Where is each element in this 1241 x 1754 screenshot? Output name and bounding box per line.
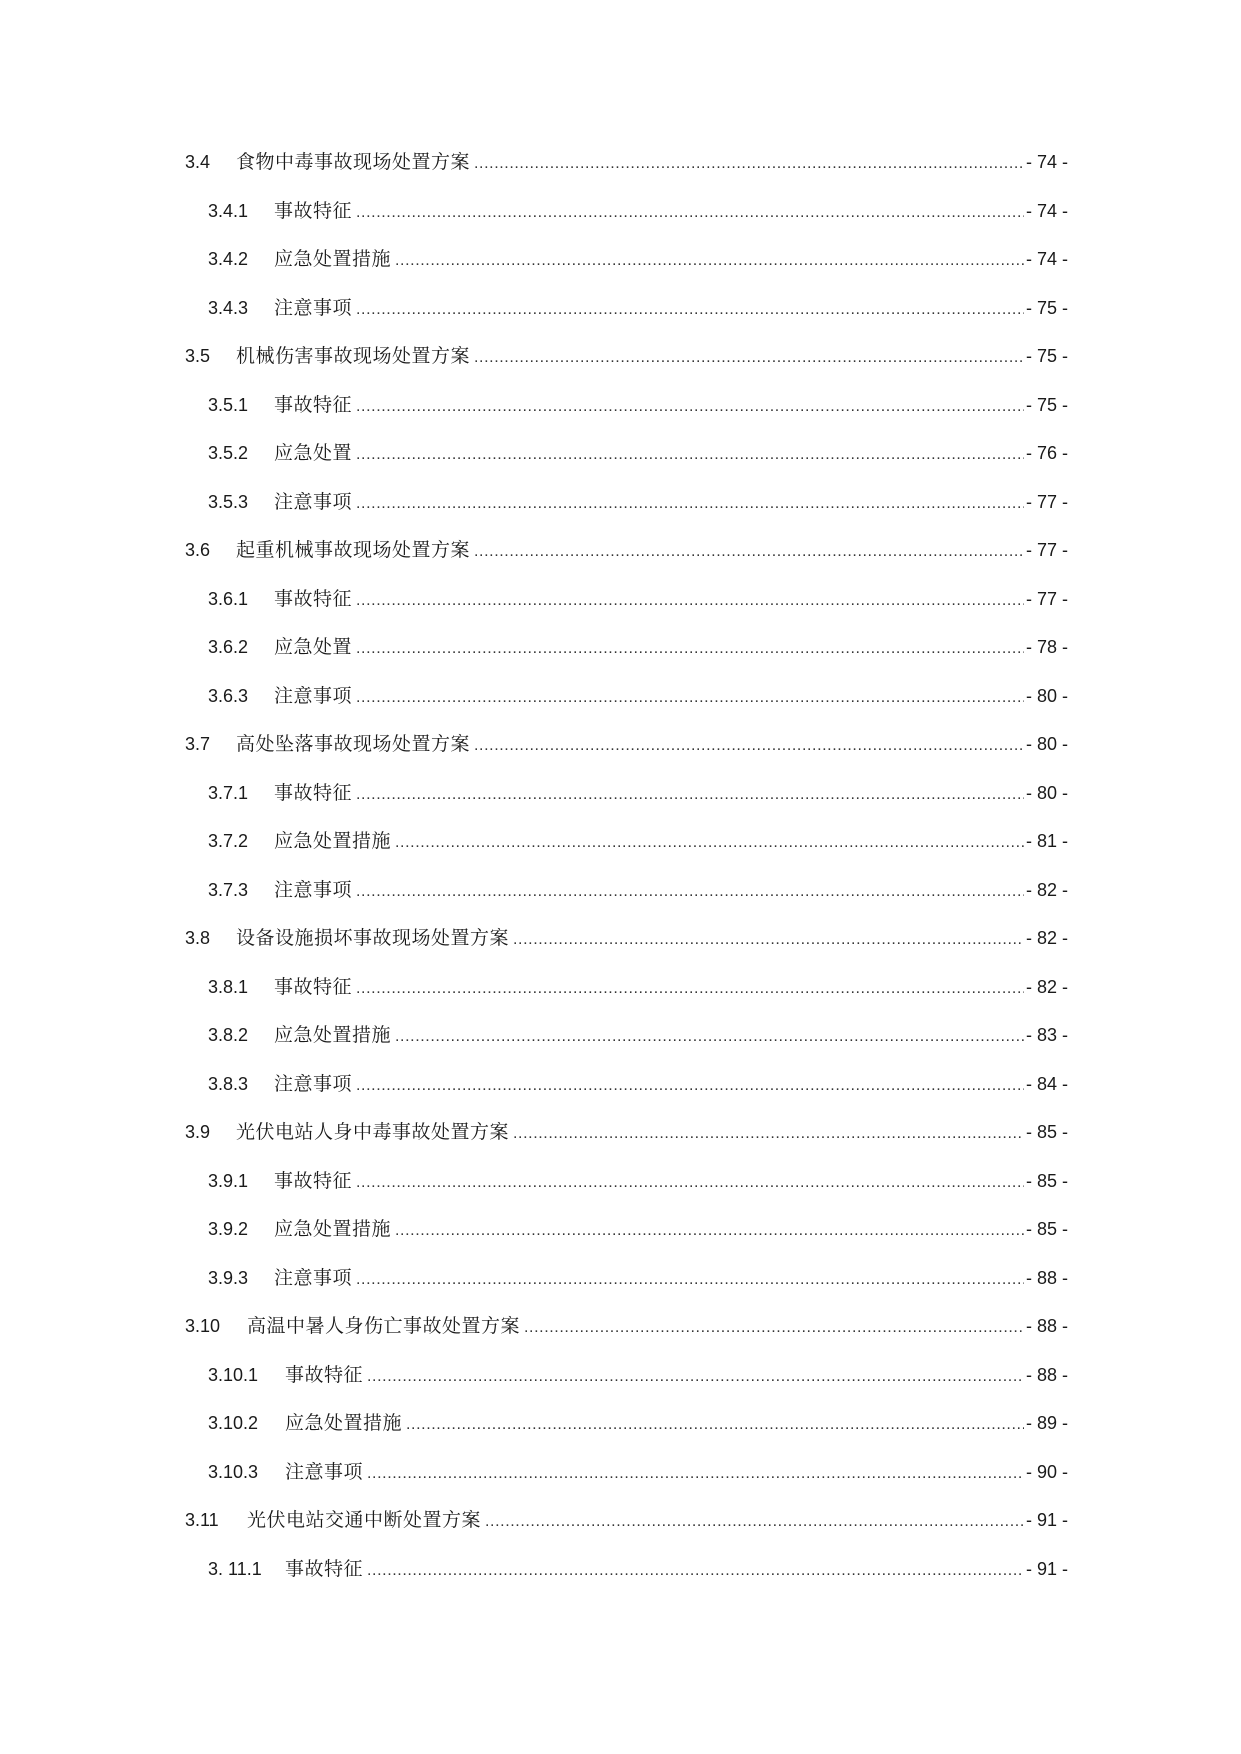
toc-section-title: 设备设施损坏事故现场处置方案 (236, 927, 510, 949)
toc-entry-line (208, 1411, 1241, 1437)
toc-section-title: 起重机械事故现场处置方案 (236, 539, 471, 561)
toc-entry-line (208, 1217, 1241, 1243)
toc-entry[interactable] (0, 1314, 1241, 1363)
toc-page-number: - 80 - (1025, 685, 1068, 706)
toc-page-number: - 74 - (1025, 249, 1068, 269)
toc-dot-leader (406, 1413, 1024, 1437)
toc-section-title: 事故特征 (274, 781, 353, 804)
toc-entry[interactable] (0, 829, 1241, 878)
toc-section-number: 3.8 (185, 928, 211, 948)
toc-entry-line (185, 150, 1241, 176)
toc-entry[interactable] (0, 150, 1241, 199)
toc-page-number: - 80 - (1025, 734, 1068, 754)
toc-entry[interactable] (0, 490, 1241, 539)
toc-section-title: 应急处置措施 (274, 248, 392, 270)
toc-section-number: 3.4.1 (208, 200, 249, 221)
toc-entry-line (208, 1023, 1241, 1049)
toc-page-number: - 85 - (1025, 1170, 1068, 1191)
toc-entry-line (185, 732, 1241, 758)
toc-section-title: 注意事项 (274, 684, 353, 707)
toc-entry[interactable] (0, 247, 1241, 296)
toc-dot-leader (356, 298, 1024, 322)
toc-page-number: - 88 - (1025, 1267, 1068, 1288)
toc-section-number: 3.8.1 (208, 976, 249, 997)
toc-section-number: 3.6 (185, 540, 211, 560)
toc-section-title: 事故特征 (274, 587, 353, 610)
toc-entry[interactable] (0, 1266, 1241, 1315)
toc-section-title: 光伏电站交通中断处置方案 (247, 1509, 482, 1531)
toc-section-number: 3.4.3 (208, 297, 249, 318)
toc-section-title: 注意事项 (274, 296, 353, 319)
toc-dot-leader (356, 395, 1024, 419)
toc-dot-leader (474, 346, 1024, 370)
toc-section-title: 应急处置措施 (285, 1412, 403, 1434)
toc-entry-line (208, 199, 1241, 225)
toc-dot-leader (474, 734, 1024, 758)
toc-section-number: 3.10.2 (208, 1413, 259, 1433)
toc-page-number: - 78 - (1025, 637, 1068, 657)
toc-dot-leader (367, 1365, 1024, 1389)
toc-dot-leader (356, 637, 1024, 661)
toc-section-title: 注意事项 (274, 1266, 353, 1289)
toc-entry[interactable] (0, 684, 1241, 733)
toc-entry[interactable] (0, 538, 1241, 587)
toc-dot-leader (513, 928, 1024, 952)
toc-entry-line (185, 926, 1241, 952)
toc-dot-leader (356, 1074, 1024, 1098)
toc-entry[interactable] (0, 1072, 1241, 1121)
toc-entry-line (208, 1460, 1241, 1486)
toc-section-title: 注意事项 (274, 1072, 353, 1095)
toc-section-title: 事故特征 (274, 393, 353, 416)
toc-entry-line (208, 1169, 1241, 1195)
toc-entry[interactable] (0, 1363, 1241, 1412)
toc-entry[interactable] (0, 635, 1241, 684)
toc-section-title: 事故特征 (274, 199, 353, 222)
toc-entry-line (208, 684, 1241, 710)
toc-entry[interactable] (0, 975, 1241, 1024)
toc-entry[interactable] (0, 441, 1241, 490)
toc-dot-leader (395, 249, 1024, 273)
toc-entry[interactable] (0, 1169, 1241, 1218)
toc-entry[interactable] (0, 296, 1241, 345)
toc-entry-line (208, 296, 1241, 322)
toc-entry[interactable] (0, 878, 1241, 927)
toc-entry[interactable] (0, 199, 1241, 248)
toc-section-number: 3.6.1 (208, 588, 249, 609)
toc-section-number: 3.5.2 (208, 443, 249, 463)
toc-dot-leader (395, 831, 1024, 855)
toc-page-number: - 84 - (1025, 1073, 1068, 1094)
toc-section-number: 3.11 (185, 1510, 219, 1530)
toc-entry[interactable] (0, 1217, 1241, 1266)
toc-page-number: - 85 - (1025, 1219, 1068, 1239)
toc-entry[interactable] (0, 1508, 1241, 1557)
toc-section-number: 3.7.3 (208, 879, 249, 900)
toc-dot-leader (367, 1559, 1024, 1583)
toc-entry[interactable] (0, 781, 1241, 830)
toc-page-number: - 88 - (1025, 1316, 1068, 1336)
toc-entry-line (208, 635, 1241, 661)
toc-page-number: - 88 - (1025, 1364, 1068, 1385)
toc-entry-line (208, 1072, 1241, 1098)
toc-page-number: - 89 - (1025, 1413, 1068, 1433)
toc-entry-line (208, 1363, 1241, 1389)
toc-dot-leader (356, 1171, 1024, 1195)
table-of-contents (0, 150, 1241, 1605)
toc-page-number: - 82 - (1025, 879, 1068, 900)
toc-section-number: 3.9 (185, 1122, 211, 1142)
toc-section-title: 注意事项 (285, 1460, 364, 1483)
toc-dot-leader (474, 152, 1024, 176)
toc-page-number: - 81 - (1025, 831, 1068, 851)
toc-entry-line (208, 393, 1241, 419)
toc-page-number: - 74 - (1025, 200, 1068, 221)
toc-dot-leader (395, 1219, 1024, 1243)
toc-section-number: 3.9.3 (208, 1267, 249, 1288)
toc-entry-line (208, 975, 1241, 1001)
toc-dot-leader (356, 201, 1024, 225)
toc-section-number: 3.7.2 (208, 831, 249, 851)
toc-dot-leader (485, 1510, 1024, 1534)
toc-page-number: - 91 - (1025, 1510, 1068, 1530)
toc-dot-leader (356, 492, 1024, 516)
toc-section-number: 3.10.3 (208, 1461, 259, 1482)
toc-section-number: 3.10 (185, 1316, 221, 1336)
toc-entry-line (208, 490, 1241, 516)
toc-page-number: - 75 - (1025, 346, 1068, 366)
toc-section-title: 事故特征 (285, 1557, 364, 1580)
toc-entry[interactable] (0, 1023, 1241, 1072)
toc-page-number: - 77 - (1025, 588, 1068, 609)
toc-entry[interactable] (0, 1411, 1241, 1460)
toc-section-title: 机械伤害事故现场处置方案 (236, 345, 471, 367)
toc-page-number: - 82 - (1025, 976, 1068, 997)
toc-section-number: 3.6.2 (208, 637, 249, 657)
toc-section-number: 3.5.3 (208, 491, 249, 512)
toc-entry[interactable] (0, 344, 1241, 393)
toc-entry-line (208, 587, 1241, 613)
toc-section-title: 注意事项 (274, 878, 353, 901)
toc-section-number: 3. 11.1 (208, 1558, 262, 1579)
toc-section-title: 事故特征 (274, 975, 353, 998)
toc-page-number: - 75 - (1025, 394, 1068, 415)
toc-dot-leader (356, 443, 1024, 467)
toc-page-number: - 82 - (1025, 928, 1068, 948)
toc-entry[interactable] (0, 1460, 1241, 1509)
toc-dot-leader (513, 1122, 1024, 1146)
toc-section-number: 3.7 (185, 734, 211, 754)
toc-section-number: 3.10.1 (208, 1364, 259, 1385)
toc-section-number: 3.6.3 (208, 685, 249, 706)
toc-page-number: - 77 - (1025, 540, 1068, 560)
toc-section-title: 光伏电站人身中毒事故处置方案 (236, 1121, 510, 1143)
toc-dot-leader (356, 1268, 1024, 1292)
toc-section-number: 3.5 (185, 346, 211, 366)
toc-entry-line (185, 1314, 1241, 1340)
toc-entry-line (208, 441, 1241, 467)
toc-dot-leader (367, 1462, 1024, 1486)
toc-entry[interactable] (0, 1557, 1241, 1606)
toc-section-number: 3.5.1 (208, 394, 249, 415)
toc-dot-leader (356, 783, 1024, 807)
toc-entry-line (185, 344, 1241, 370)
toc-entry-line (208, 1266, 1241, 1292)
toc-section-number: 3.8.3 (208, 1073, 249, 1094)
toc-section-number: 3.4.2 (208, 249, 249, 269)
toc-section-title: 应急处置措施 (274, 830, 392, 852)
toc-entry[interactable] (0, 587, 1241, 636)
toc-section-title: 高处坠落事故现场处置方案 (236, 733, 471, 755)
toc-page-number: - 90 - (1025, 1461, 1068, 1482)
toc-entry-line (185, 1120, 1241, 1146)
toc-section-number: 3.7.1 (208, 782, 249, 803)
toc-section-number: 3.9.2 (208, 1219, 249, 1239)
toc-dot-leader (474, 540, 1024, 564)
toc-section-title: 应急处置措施 (274, 1024, 392, 1046)
toc-entry-line (208, 878, 1241, 904)
toc-page-number: - 80 - (1025, 782, 1068, 803)
toc-section-title: 食物中毒事故现场处置方案 (236, 151, 471, 173)
toc-entry[interactable] (0, 1120, 1241, 1169)
toc-entry-line (185, 538, 1241, 564)
toc-section-title: 应急处置 (274, 636, 353, 658)
toc-dot-leader (524, 1316, 1024, 1340)
toc-dot-leader (395, 1025, 1024, 1049)
toc-entry-line (208, 247, 1241, 273)
toc-section-title: 高温中暑人身伤亡事故处置方案 (247, 1315, 521, 1337)
toc-entry-line (208, 781, 1241, 807)
toc-section-title: 应急处置 (274, 442, 353, 464)
toc-dot-leader (356, 686, 1024, 710)
toc-section-title: 事故特征 (285, 1363, 364, 1386)
toc-dot-leader (356, 977, 1024, 1001)
toc-page-number: - 75 - (1025, 297, 1068, 318)
toc-section-title: 事故特征 (274, 1169, 353, 1192)
toc-section-number: 3.8.2 (208, 1025, 249, 1045)
toc-dot-leader (356, 880, 1024, 904)
toc-page-number: - 85 - (1025, 1122, 1068, 1142)
toc-section-title: 注意事项 (274, 490, 353, 513)
toc-page-number: - 91 - (1025, 1558, 1068, 1579)
toc-page-number: - 77 - (1025, 491, 1068, 512)
toc-dot-leader (356, 589, 1024, 613)
toc-section-number: 3.9.1 (208, 1170, 249, 1191)
toc-entry[interactable] (0, 732, 1241, 781)
toc-page-number: - 83 - (1025, 1025, 1068, 1045)
toc-page-number: - 74 - (1025, 152, 1068, 172)
toc-entry-line (185, 1508, 1241, 1534)
toc-section-number: 3.4 (185, 152, 211, 172)
toc-page-number: - 76 - (1025, 443, 1068, 463)
toc-entry[interactable] (0, 393, 1241, 442)
toc-entry-line (208, 1557, 1241, 1583)
toc-entry-line (208, 829, 1241, 855)
toc-section-title: 应急处置措施 (274, 1218, 392, 1240)
toc-entry[interactable] (0, 926, 1241, 975)
